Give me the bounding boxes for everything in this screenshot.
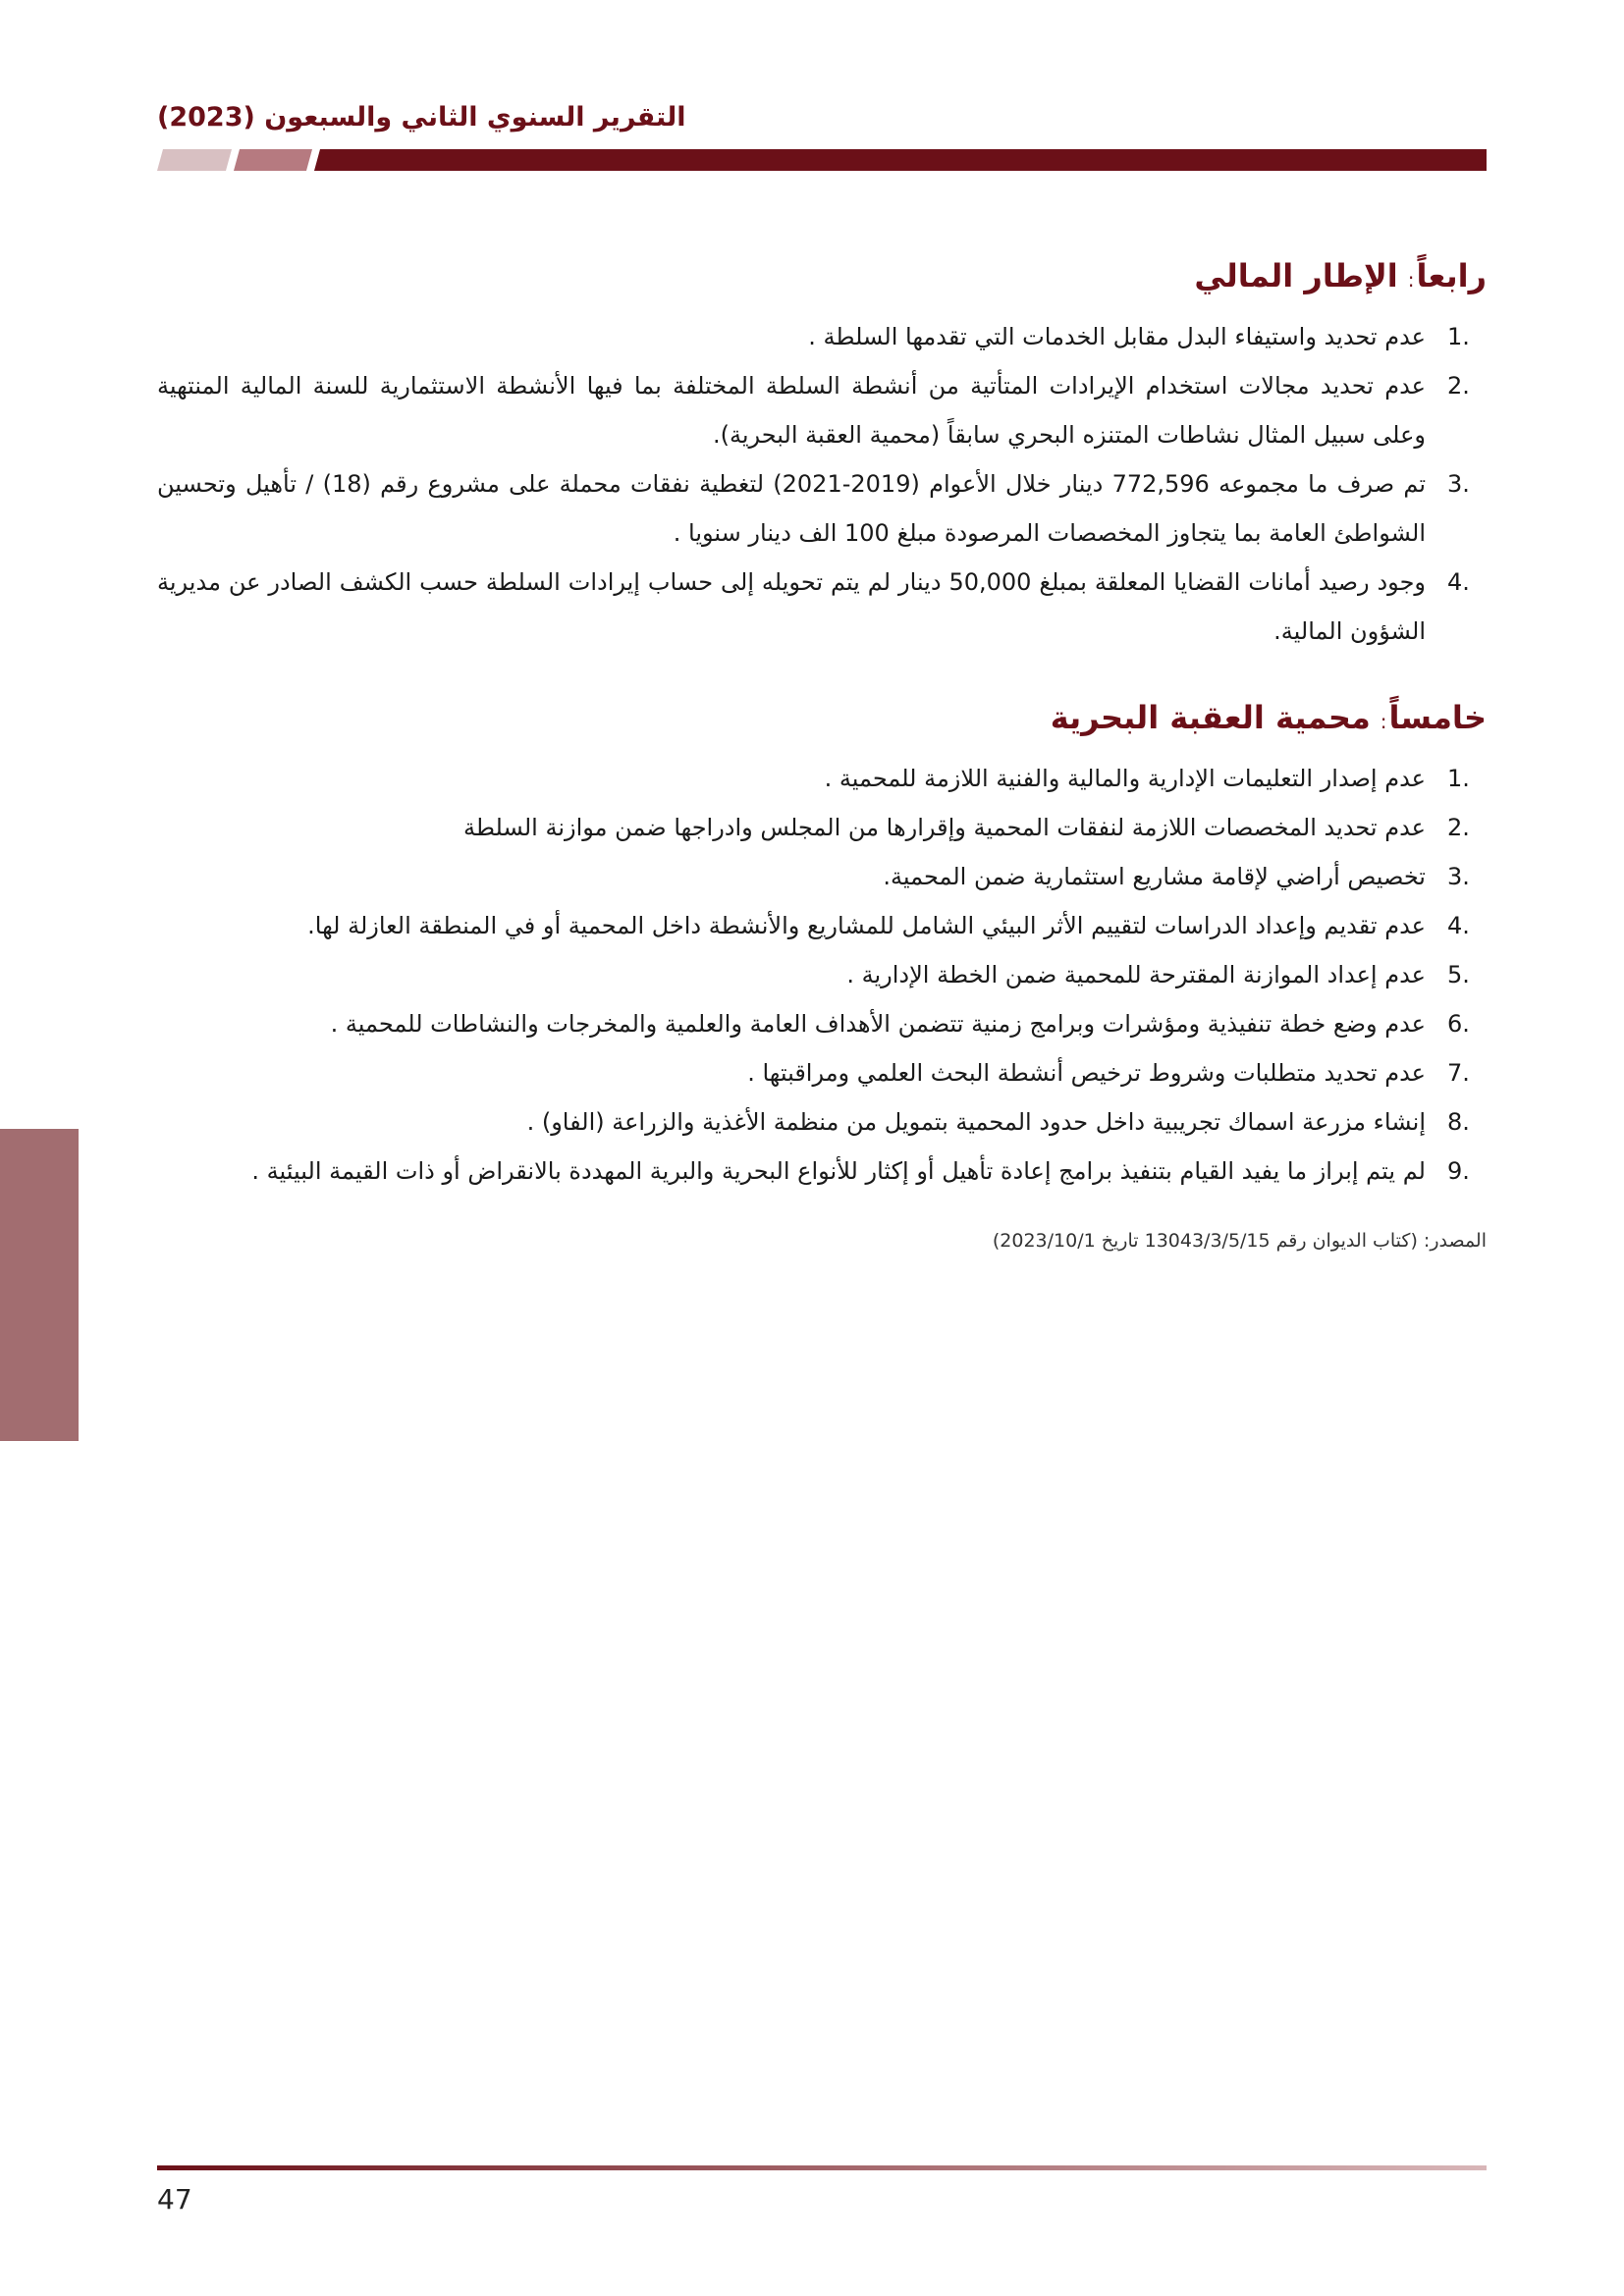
list-item-text: إنشاء مزرعة اسماك تجريبية داخل حدود المحمية بتمويل من منظمة الأغذية والزراعة (الفاو) . <box>526 1108 1426 1136</box>
list-item-number: 4. <box>1447 568 1470 596</box>
footer-rule <box>157 2165 1487 2170</box>
section-heading-prefix: خامساً <box>1388 699 1487 736</box>
list-item-text: تم صرف ما مجموعه 772,596 دينار خلال الأعوام (2019-2021) لتغطية نفقات محملة على مشروع رقم (18) / تأهيل وتحسين الشواطئ العامة بما يتجاوز المخصصات المرصودة مبلغ 100 الف دينار سنويا . <box>157 470 1426 547</box>
list-item-text: عدم تقديم وإعداد الدراسات لتقييم الأثر البيئي الشامل للمشاريع والأنشطة داخل المحمية أو في المنطقة العازلة لها. <box>307 912 1426 939</box>
list-item-text: تخصيص أراضي لإقامة مشاريع استثمارية ضمن المحمية. <box>883 863 1426 890</box>
list-item-number: 1. <box>1447 765 1470 792</box>
financial-framework-list <box>157 312 1487 656</box>
source-note: المصدر: (كتاب الديوان رقم 13043/3/5/15 تاريخ 2023/10/1) <box>992 1230 1487 1252</box>
page-number: 47 <box>157 2183 192 2216</box>
list-item <box>157 1097 1487 1147</box>
list-item-number: 3. <box>1447 470 1470 498</box>
list-item-text: عدم وضع خطة تنفيذية ومؤشرات وبرامج زمنية تتضمن الأهداف العامة والعلمية والمخرجات والنشاطات للمحمية . <box>330 1010 1426 1038</box>
list-item-number: 4. <box>1447 912 1470 939</box>
section-heading-prefix: رابعاً <box>1416 257 1487 294</box>
list-item-text: وجود رصيد أمانات القضايا المعلقة بمبلغ 50,000 دينار لم يتم تحويله إلى حساب إيرادات السلطة حسب الكشف الصادر عن مديرية الشؤون المالية. <box>157 568 1427 645</box>
list-item-text: عدم تحديد المخصصات اللازمة لنفقات المحمية وإقرارها من المجلس وادراجها ضمن موازنة السلطة <box>462 814 1426 841</box>
list-item-number: 3. <box>1447 863 1470 890</box>
side-tab-marker <box>0 1129 79 1441</box>
list-item <box>157 312 1487 361</box>
list-item <box>157 361 1487 459</box>
section-heading-title: الإطار المالي <box>1194 257 1398 294</box>
list-item <box>157 803 1487 852</box>
list-item-number: 5. <box>1447 961 1470 988</box>
list-item-text: عدم تحديد مجالات استخدام الإيرادات المتأتية من أنشطة السلطة المختلفة بما فيها الأنشطة الاستثمارية للسنة المالية المنتهية وعلى سبيل المثال نشاطات المتنزه البحري سابقاً (محمية العقبة البحرية). <box>157 372 1426 449</box>
section-heading-separator: : <box>1380 710 1387 733</box>
list-item <box>157 1147 1487 1196</box>
section-heading-separator: : <box>1407 268 1415 292</box>
list-item <box>157 950 1487 999</box>
list-item-number: 9. <box>1447 1157 1470 1185</box>
list-item-text: عدم إصدار التعليمات الإدارية والمالية والفنية اللازمة للمحمية . <box>824 765 1426 792</box>
list-item <box>157 852 1487 901</box>
list-item-number: 6. <box>1447 1010 1470 1038</box>
list-item-text: لم يتم إبراز ما يفيد القيام بتنفيذ برامج إعادة تأهيل أو إكثار للأنواع البحرية والبرية المهددة بالانقراض أو ذات القيمة البيئية . <box>251 1157 1426 1185</box>
list-item-number: 2. <box>1447 372 1470 400</box>
header-bar-main-segment <box>314 149 1487 171</box>
section-heading-title: محمية العقبة البحرية <box>1050 699 1371 736</box>
marine-reserve-list <box>157 754 1487 1196</box>
list-item-number: 2. <box>1447 814 1470 841</box>
section-heading-financial-framework <box>157 251 1487 304</box>
list-item <box>157 1048 1487 1097</box>
list-item <box>157 459 1487 558</box>
header-decorative-bar <box>157 149 1487 171</box>
list-item-text: عدم تحديد متطلبات وشروط ترخيص أنشطة البحث العلمي ومراقبتها . <box>747 1059 1426 1087</box>
header-bar-mid-segment <box>234 149 312 171</box>
list-item-number: 7. <box>1447 1059 1470 1087</box>
list-item <box>157 558 1487 656</box>
list-item-number: 8. <box>1447 1108 1470 1136</box>
header-bar-light-segment <box>157 149 232 171</box>
list-item <box>157 754 1487 803</box>
section-heading-aqaba-marine-reserve <box>157 693 1487 746</box>
list-item <box>157 901 1487 950</box>
main-content <box>157 251 1487 1260</box>
list-item-text: عدم إعداد الموازنة المقترحة للمحمية ضمن الخطة الإدارية . <box>846 961 1426 988</box>
list-item-number: 1. <box>1447 323 1470 350</box>
list-item <box>157 999 1487 1048</box>
list-item-text: عدم تحديد واستيفاء البدل مقابل الخدمات التي تقدمها السلطة . <box>808 323 1426 350</box>
report-title: التقرير السنوي الثاني والسبعون (2023) <box>157 102 686 133</box>
